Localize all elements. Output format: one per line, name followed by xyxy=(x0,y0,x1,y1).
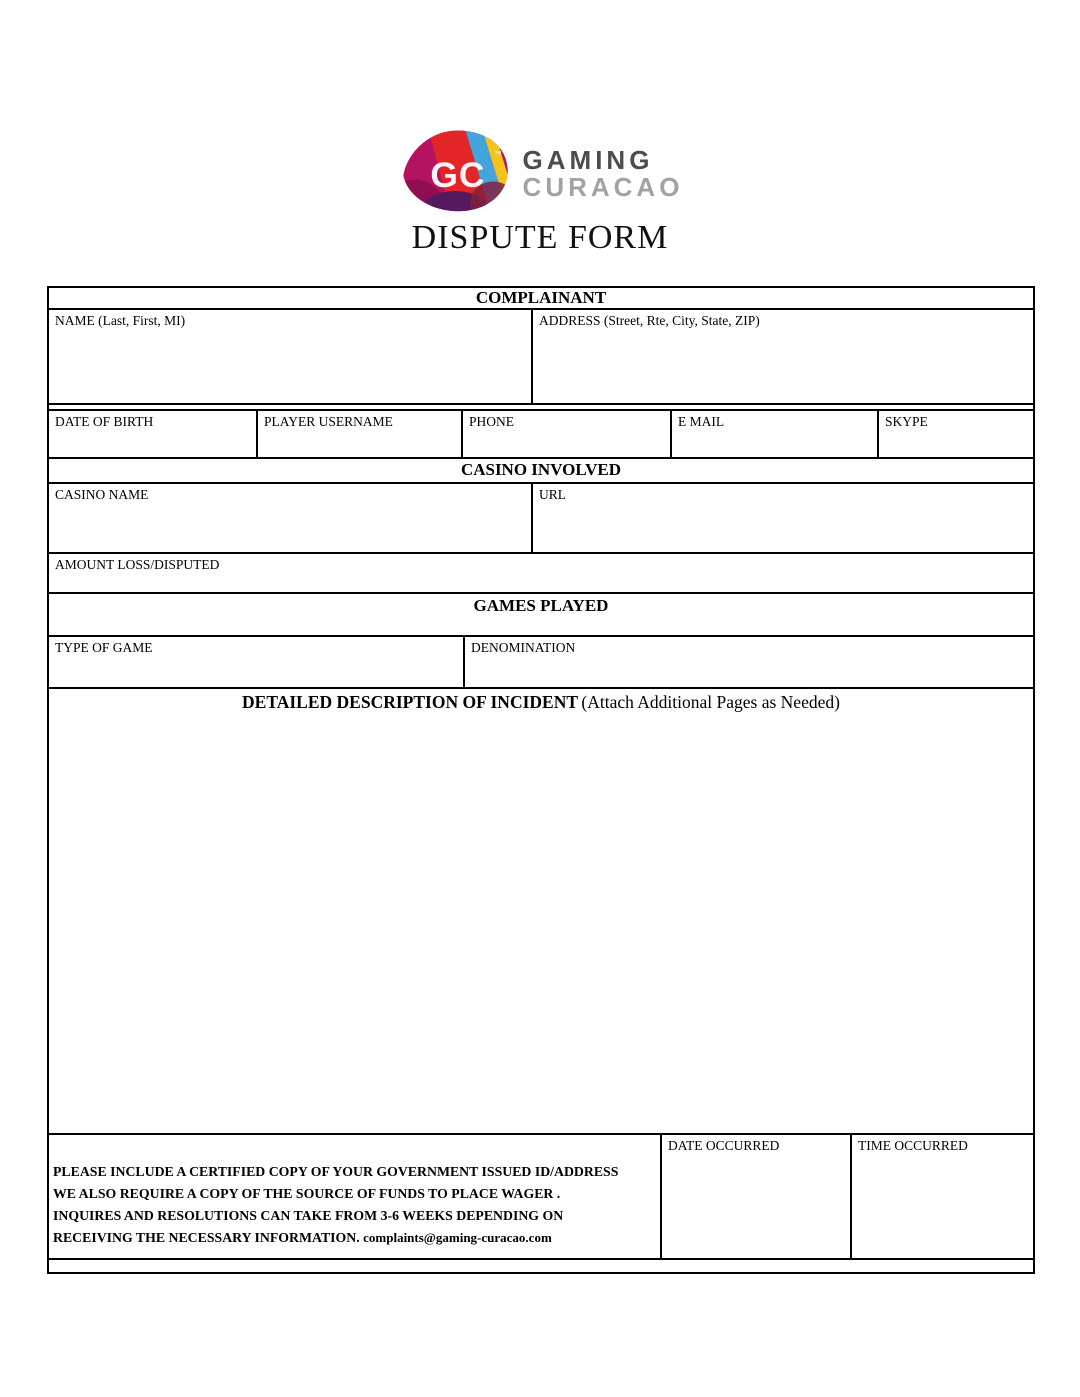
incident-header-note: (Attach Additional Pages as Needed) xyxy=(581,692,840,712)
email-field[interactable] xyxy=(672,411,879,457)
notice-line-4 xyxy=(53,1227,656,1249)
contact-details-row xyxy=(49,409,1033,459)
date-of-birth-label: DATE OF BIRTH xyxy=(55,414,154,429)
amount-loss-row xyxy=(49,554,1033,594)
casino-name-url-row xyxy=(49,484,1033,554)
trademark-symbol: ™ xyxy=(493,149,502,159)
phone-label: PHONE xyxy=(469,414,515,429)
complaints-email: complaints@gaming-curacao.com xyxy=(363,1230,552,1245)
games-played-header-label: GAMES PLAYED xyxy=(473,596,609,615)
logo-wordmark xyxy=(523,147,684,201)
submission-notice xyxy=(49,1135,662,1258)
date-occurred-label: DATE OCCURRED xyxy=(668,1138,780,1153)
url-label: URL xyxy=(539,487,566,502)
phone-field[interactable] xyxy=(463,411,672,457)
casino-involved-section-header xyxy=(49,459,1033,484)
complainant-section-header xyxy=(49,288,1033,310)
notice-line-2: WE ALSO REQUIRE A COPY OF THE SOURCE OF FUNDS TO PLACE WAGER . xyxy=(53,1186,561,1201)
time-occurred-field[interactable] xyxy=(852,1135,1033,1258)
time-occurred-label: TIME OCCURRED xyxy=(858,1138,968,1153)
denomination-field[interactable] xyxy=(465,637,1033,687)
gc-pick-logo-icon xyxy=(397,126,513,214)
page-title: DISPUTE FORM xyxy=(411,219,669,256)
casino-involved-header-label: CASINO INVOLVED xyxy=(460,460,622,479)
denomination-label: DENOMINATION xyxy=(471,640,576,655)
address-field[interactable] xyxy=(533,310,1033,403)
dispute-form-table xyxy=(47,286,1035,1274)
address-label: ADDRESS (Street, Rte, City, State, ZIP) xyxy=(539,313,760,328)
gc-monogram: GC xyxy=(429,156,485,196)
notice-line-3: INQUIRES AND RESOLUTIONS CAN TAKE FROM 3-6 WEEKS DEPENDING ON xyxy=(53,1208,564,1223)
game-details-row xyxy=(49,637,1033,689)
name-address-row xyxy=(49,310,1033,405)
bottom-empty-row xyxy=(49,1260,1033,1272)
date-of-birth-field[interactable] xyxy=(49,411,258,457)
url-field[interactable] xyxy=(533,484,1033,552)
complainant-header-label: COMPLAINANT xyxy=(475,288,607,307)
bottom-empty-cell xyxy=(49,1260,1033,1272)
name-field[interactable] xyxy=(49,310,533,403)
incident-description-field[interactable] xyxy=(49,689,1033,1133)
notice-line-1: PLEASE INCLUDE A CERTIFIED COPY OF YOUR GOVERNMENT ISSUED ID/ADDRESS xyxy=(53,1164,619,1179)
amount-loss-field[interactable] xyxy=(49,554,1033,592)
wordmark-curacao: CURACAO xyxy=(522,172,684,202)
casino-name-field[interactable] xyxy=(49,484,533,552)
amount-loss-label: AMOUNT LOSS/DISPUTED xyxy=(55,557,220,572)
incident-description-row xyxy=(49,689,1033,1135)
casino-name-label: CASINO NAME xyxy=(55,487,149,502)
skype-label: SKYPE xyxy=(885,414,928,429)
gaming-curacao-logo xyxy=(0,126,1080,214)
type-of-game-field[interactable] xyxy=(49,637,465,687)
date-occurred-field[interactable] xyxy=(662,1135,852,1258)
skype-field[interactable] xyxy=(879,411,1033,457)
notice-line-4-text: RECEIVING THE NECESSARY INFORMATION. xyxy=(53,1230,360,1245)
notice-and-occurrence-row xyxy=(49,1135,1033,1260)
player-username-field[interactable] xyxy=(258,411,463,457)
name-label: NAME (Last, First, MI) xyxy=(55,313,186,328)
player-username-label: PLAYER USERNAME xyxy=(264,414,393,429)
email-label: E MAIL xyxy=(678,414,725,429)
wordmark-gaming: GAMING xyxy=(522,145,654,175)
type-of-game-label: TYPE OF GAME xyxy=(55,640,153,655)
games-played-section-header xyxy=(49,594,1033,637)
incident-header-label: DETAILED DESCRIPTION OF INCIDENT xyxy=(242,692,579,712)
